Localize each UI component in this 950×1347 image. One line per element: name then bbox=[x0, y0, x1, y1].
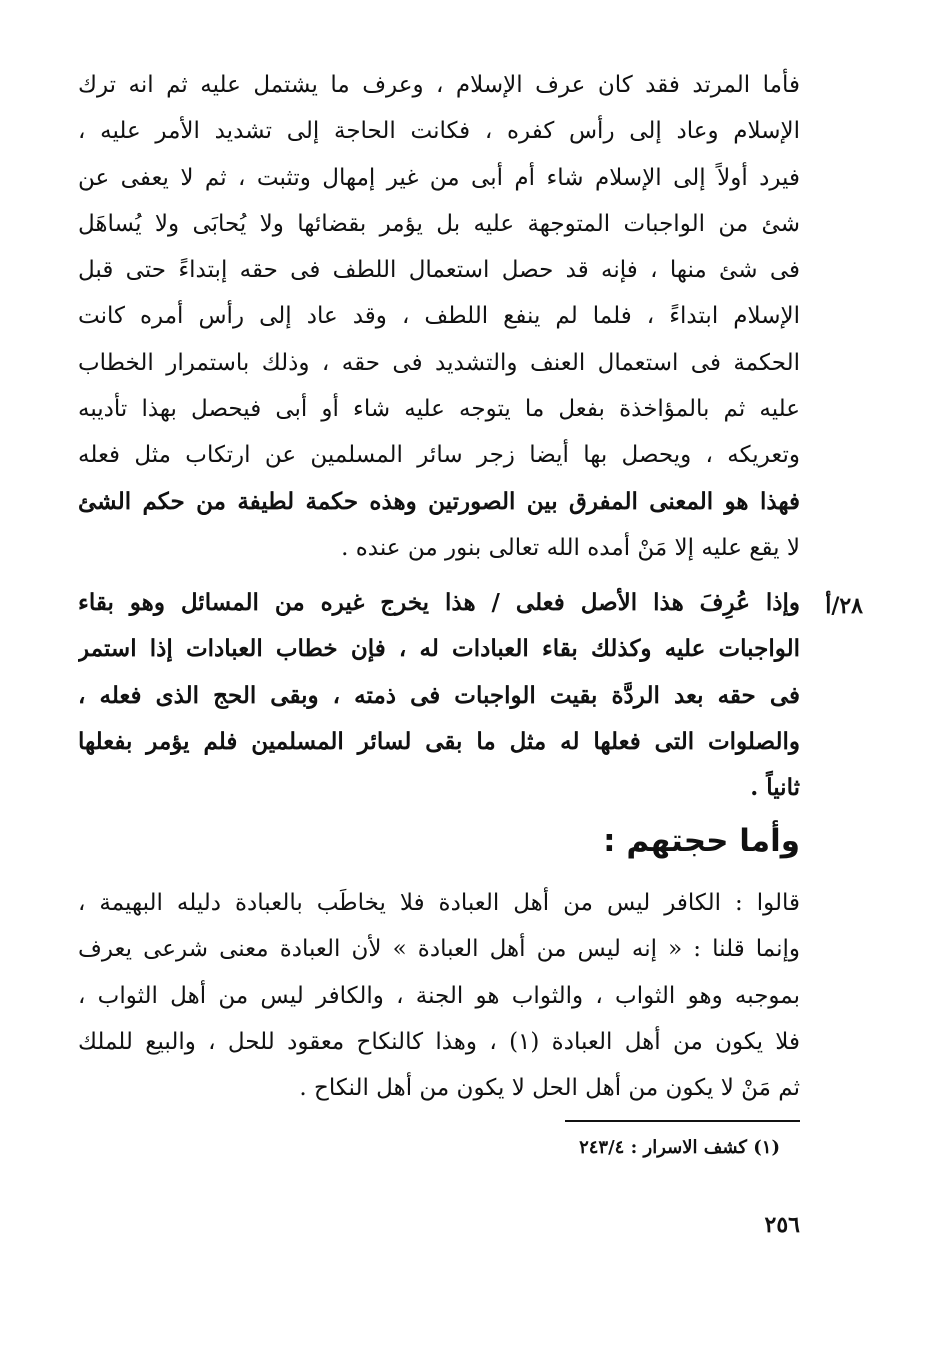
text-line: بموجبه وهو الثواب ، والثواب هو الجنة ، والكافر ليس من أهل الثواب ، bbox=[78, 982, 800, 1009]
text-line: وإنما قلنا : « إنه ليس من أهل العبادة » لأن العبادة معنى شرعى يعرف bbox=[78, 936, 800, 963]
section-heading: وأما حجتهم : bbox=[603, 823, 800, 859]
text-line: فهذا هو المعنى المفرق بين الصورتين وهذه حكمة لطيفة من حكم الشئ bbox=[78, 487, 800, 515]
text-line: فى حقه بعد الردَّة بقيت الواجبات فى ذمته ، وبقى الحج الذى فعله ، bbox=[78, 681, 800, 709]
text-line: عليه ثم بالمؤاخذة بفعل ما يتوجه عليه شاء أو أبى فيحصل بهذا تأديبه bbox=[78, 396, 800, 423]
text-line: فلا يكون من أهل العبادة (١) ، وهذا كالنكاح معقود للحل ، والبيع للملك bbox=[78, 1028, 800, 1055]
text-line: ثانياً . bbox=[750, 774, 800, 802]
footnote: (١) كشف الاسرار : ٢٤٣/٤ bbox=[579, 1137, 780, 1158]
text-line: لا يقع عليه إلا مَنْ أمده الله تعالى بنور من عنده . bbox=[341, 534, 800, 561]
text-line: الإسلام ابتداءً ، فلما لم ينفع اللطف ، وقد عاد إلى رأس أمره كانت bbox=[78, 303, 800, 330]
paragraph-apostate bbox=[78, 62, 800, 571]
page-number: ٢٥٦ bbox=[764, 1212, 800, 1238]
text-line: فيرد أولاً إلى الإسلام شاء أم أبى من غير إمهال وتثبت ، ثم لا يعفى عن bbox=[78, 164, 800, 191]
paragraph-arguments bbox=[78, 880, 800, 1111]
margin-folio-reference: ٢٨/أ bbox=[825, 593, 863, 619]
text-line: والصلوات التى فعلها له مثل ما بقى لسائر المسلمين فلم يؤمر بفعلها bbox=[78, 727, 800, 755]
text-line: وتعريكه ، ويحصل بها أيضا زجر سائر المسلمين عن ارتكاب مثل فعله bbox=[78, 442, 800, 469]
text-line: الحكمة فى استعمال العنف والتشديد فى حقه ، وذلك باستمرار الخطاب bbox=[78, 349, 800, 376]
text-line: الإسلام وعاد إلى رأس كفره ، فكانت الحاجة إلى تشديد الأمر عليه ، bbox=[78, 118, 800, 145]
footnote-divider bbox=[565, 1120, 800, 1122]
text-line: فى شئ منها ، فإنه قد حصل استعمال اللطف فى حقه إبتداءً حتى قبل bbox=[78, 257, 800, 284]
text-line: الواجبات عليه وكذلك بقاء العبادات له ، فإن خطاب العبادات إذا استمر bbox=[78, 635, 800, 663]
text-line: قالوا : الكافر ليس من أهل العبادة فلا يخاطَب بالعبادة دليله البهيمة ، bbox=[78, 890, 800, 916]
text-line: فأما المرتد فقد كان عرف الإسلام ، وعرف ما يشتمل عليه ثم انه ترك bbox=[78, 72, 800, 98]
text-line: وإذا عُرِفَ هذا الأصل فعلى / هذا يخرج غيره من المسائل وهو بقاء bbox=[78, 589, 800, 616]
paragraph-obligations bbox=[78, 580, 800, 811]
text-line: شئ من الواجبات المتوجهة عليه بل يؤمر بقضائها ولا يُحابَى ولا يُساهَل bbox=[78, 210, 800, 237]
text-line: ثم مَنْ لا يكون من أهل الحل لا يكون من أهل النكاح . bbox=[299, 1075, 800, 1102]
